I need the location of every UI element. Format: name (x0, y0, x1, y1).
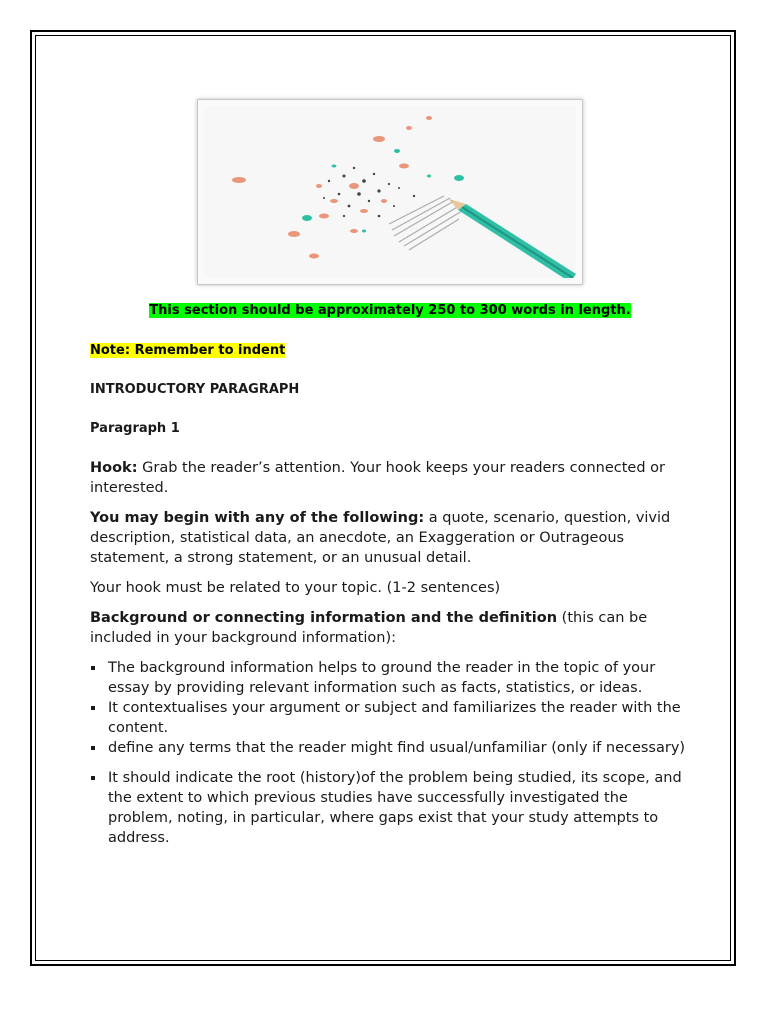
list-item: define any terms that the reader might find usual/unfamiliar (only if necessary) (90, 738, 690, 758)
word-count-line (90, 300, 690, 321)
hook-text: Grab the reader’s attention. Your hook keeps your readers connected or interested. (90, 460, 665, 496)
pencil-shavings-icon (204, 106, 576, 278)
word-count-highlight: This section should be approximately 250 to 300 words in length. (149, 303, 631, 318)
begin-text: a quote, scenario, question, vivid description, statistical data, an anecdote, an Exaggeration or Outrageous statement, a strong statement, or an unusual detail. (90, 510, 671, 566)
section-heading: INTRODUCTORY PARAGRAPH (90, 382, 300, 397)
begin-paragraph (90, 508, 690, 568)
note-line (90, 340, 690, 361)
background-bullets (90, 658, 690, 758)
list-item: The background information helps to ground the reader in the topic of your essay by providing relevant information such as facts, statistics, or ideas. (90, 658, 690, 698)
list-item: It should indicate the root (history)of the problem being studied, its scope, and the extent to which previous studies have successfully investigated the problem, noting, in particular, where gaps exist that your study attempts to address. (90, 768, 690, 848)
background-text: (this can be included in your background information): (90, 610, 648, 646)
paragraph-label: Paragraph 1 (90, 421, 180, 436)
document-body (90, 300, 690, 848)
background-paragraph (90, 608, 690, 648)
pencil-shavings-photo (197, 99, 583, 285)
note-highlight: Note: Remember to indent (90, 343, 286, 358)
background-label: Background or connecting information and the definition (90, 610, 558, 626)
hook-paragraph (90, 458, 690, 498)
begin-label: You may begin with any of the following: (90, 510, 425, 526)
related-paragraph: Your hook must be related to your topic. (1-2 sentences) (90, 580, 501, 596)
hook-label: Hook: (90, 460, 138, 476)
list-item: It contextualises your argument or subject and familiarizes the reader with the content. (90, 698, 690, 738)
root-bullets (90, 768, 690, 848)
